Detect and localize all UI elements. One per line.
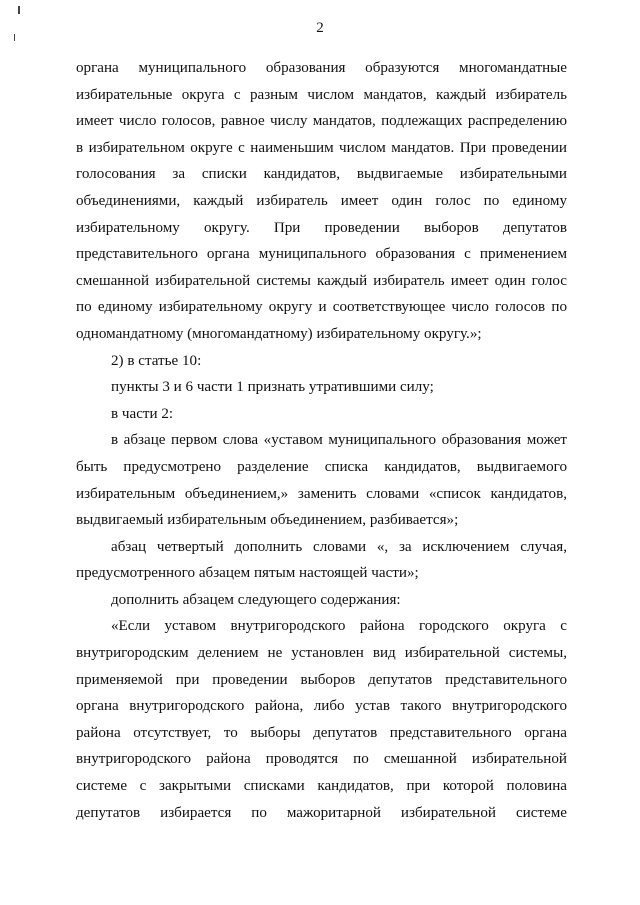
text-line: имеет число голосов, равное числу мандатов, подлежащих распределению [76, 113, 567, 130]
quoted-text-line: депутатов избирается по мажоритарной избирательной системе [76, 804, 567, 821]
text-line: органа муниципального образования образуются многомандатные [76, 60, 567, 76]
quoted-text-line: системе с закрытыми списками кандидатов, при которой половина [76, 778, 567, 795]
text-line: в избирательном округе с наименьшим числом мандатов. При проведении [76, 139, 567, 156]
quoted-text-line: внутригородским делением не установлен вид избирательной системы, [76, 645, 567, 662]
page-number: 2 [316, 20, 324, 36]
text-line: по единому избирательному округу и соответствующее число голосов по [76, 299, 567, 316]
text-line: объединениями, каждый избиратель имеет один голос по единому [76, 192, 567, 209]
text-line: избирательные округа с разным числом мандатов, каждый избиратель [76, 86, 567, 103]
quoted-text-line: органа внутригородского района, либо устав такого внутригородского [76, 698, 567, 715]
text-line: избирательному округу. При проведении выборов депутатов [76, 219, 567, 236]
text-line: смешанной избирательной системы каждый избиратель имеет один голос [76, 272, 567, 289]
scan-mark [18, 6, 20, 14]
text-line: выдвигаемый избирательным объединением, разбивается»; [76, 512, 459, 529]
quoted-text-line: применяемой при проведении выборов депутатов представительного [76, 671, 567, 688]
scan-mark [14, 34, 15, 41]
text-line: пункты 3 и 6 части 1 признать утратившими силу; [111, 379, 434, 396]
text-line: в абзаце первом слова «уставом муниципального образования может [111, 432, 567, 449]
text-line: быть предусмотрено разделение списка кандидатов, выдвигаемого [76, 458, 567, 475]
text-line: предусмотренного абзацем пятым настоящей части»; [76, 565, 419, 582]
document-body [76, 55, 567, 826]
list-item-line: 2) в статье 10: [111, 352, 202, 369]
text-line: абзац четвертый дополнить словами «, за исключением случая, [111, 538, 567, 555]
quoted-text-line: района отсутствует, то выборы депутатов представительного органа [76, 724, 567, 741]
text-line: избирательным объединением,» заменить словами «список кандидатов, [76, 485, 567, 502]
quoted-text-line: внутригородского района проводятся по смешанной избирательной [76, 751, 567, 768]
text-line: одномандатному (многомандатному) избирательному округу.»; [76, 325, 482, 342]
text-line: представительного органа муниципального образования с применением [76, 246, 567, 263]
text-line: голосования за списки кандидатов, выдвигаемые избирательными [76, 166, 567, 183]
text-line: дополнить абзацем следующего содержания: [111, 591, 401, 608]
quoted-text-line: «Если уставом внутригородского района городского округа с [111, 618, 567, 635]
text-line: в части 2: [111, 405, 174, 422]
